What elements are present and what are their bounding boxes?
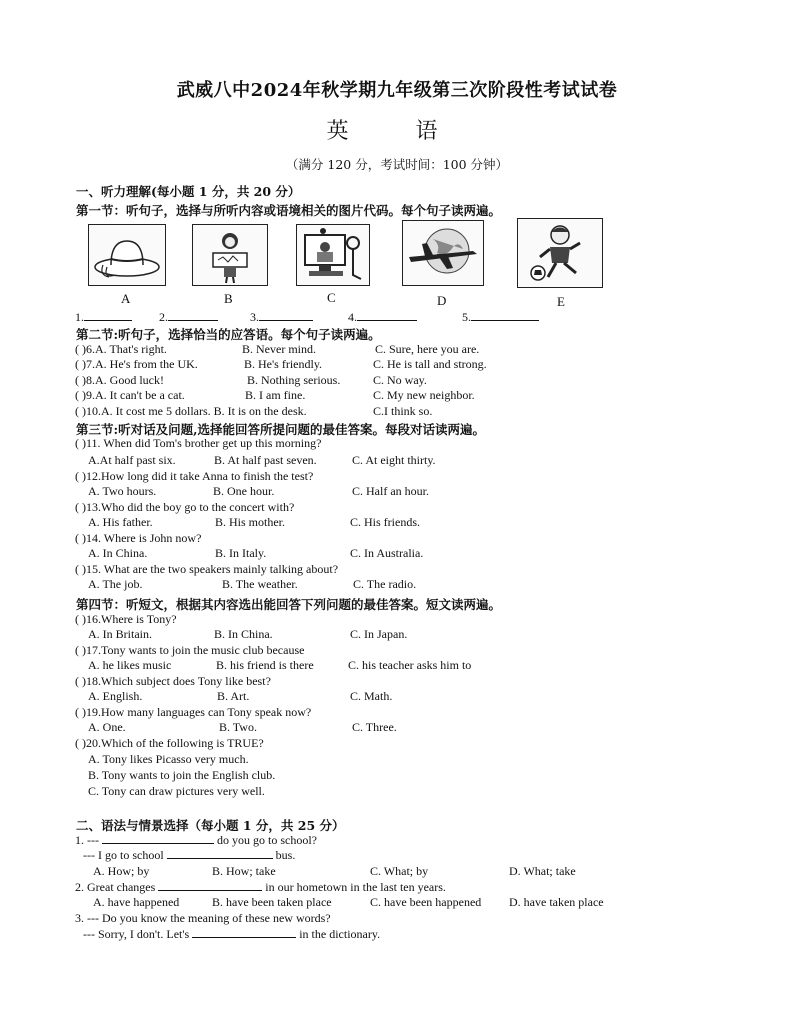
subject-title: 英 语 <box>326 119 468 144</box>
blank[interactable] <box>167 858 273 859</box>
option-7c: C. He is tall and strong. <box>373 357 487 371</box>
question-16: ( )16.Where is Tony? <box>75 612 177 626</box>
option-20b: B. Tony wants to join the English club. <box>88 768 276 782</box>
question-8: ( )8.A. Good luck! <box>75 373 164 387</box>
option-10c: C.I think so. <box>373 404 433 418</box>
option-16c: C. In Japan. <box>350 627 408 641</box>
section1-instruction: 第一节：听句子，选择与所听内容或语境相关的图片代码。每个句子读两遍。 <box>76 203 502 218</box>
option-12b: B. One hour. <box>213 484 275 498</box>
option-14c: C. In Australia. <box>350 546 424 560</box>
part1-heading: 一、听力理解(每小题 1 分，共 20 分） <box>76 184 301 199</box>
option-12c: C. Half an hour. <box>352 484 429 498</box>
girl-sign-icon <box>192 224 268 286</box>
option-11c: C. At eight thirty. <box>352 453 436 467</box>
exam-note: （满分 120 分，考试时间：100 分钟） <box>285 157 509 172</box>
option-11b: B. At half past seven. <box>214 453 317 467</box>
p2-option-2d: D. have taken place <box>509 895 604 909</box>
answer-blank-5[interactable]: 5. <box>462 310 539 325</box>
pic-label-d: D <box>437 293 447 308</box>
option-9c: C. My new neighbor. <box>373 388 475 402</box>
option-12a: A. Two hours. <box>88 484 157 498</box>
section2-instruction: 第二节:听句子，选择恰当的应答语。每个句子读两遍。 <box>76 327 381 342</box>
p2-option-1c: C. What; by <box>370 864 429 878</box>
section4-instruction: 第四节：听短文，根据其内容选出能回答下列问题的最佳答案。短文读两遍。 <box>76 597 502 612</box>
p2-question-1-line1: 1. --- do you go to school? <box>75 833 317 847</box>
pic-label-a: A <box>121 291 131 306</box>
question-13: ( )13.Who did the boy go to the concert with? <box>75 500 295 514</box>
p2-option-1d: D. What; take <box>509 864 576 878</box>
option-13b: B. His mother. <box>215 515 286 529</box>
option-7b: B. He's friendly. <box>244 357 323 371</box>
p2-option-1a: A. How; by <box>93 864 150 878</box>
pic-label-e: E <box>557 294 565 309</box>
option-9b: B. I am fine. <box>245 388 306 402</box>
p2-question-3-line1: 3. --- Do you know the meaning of these new words? <box>75 911 331 925</box>
option-6c: C. Sure, here you are. <box>375 342 480 356</box>
option-14b: B. In Italy. <box>215 546 267 560</box>
option-11a: A.At half past six. <box>88 453 176 467</box>
p2-option-2b: B. have been taken place <box>212 895 332 909</box>
question-9: ( )9.A. It can't be a cat. <box>75 388 185 402</box>
p2-question-1-line2: --- I go to school bus. <box>83 848 296 862</box>
question-17: ( )17.Tony wants to join the music club because <box>75 643 305 657</box>
answer-blank-2[interactable]: 2. <box>159 310 218 325</box>
boy-soccer-icon <box>517 218 603 288</box>
option-16a: A. In Britain. <box>88 627 152 641</box>
question-6: ( )6.A. That's right. <box>75 342 167 356</box>
option-8c: C. No way. <box>373 373 427 387</box>
option-16b: B. In China. <box>214 627 273 641</box>
option-15a: A. The job. <box>88 577 143 591</box>
answer-blank-1[interactable]: 1. <box>75 310 132 325</box>
option-18a: A. English. <box>88 689 143 703</box>
section3-instruction: 第三节:听对话及问题,选择能回答所提问题的最佳答案。每段对话读两遍。 <box>76 422 485 437</box>
option-13a: A. His father. <box>88 515 153 529</box>
pic-label-b: B <box>224 291 233 306</box>
option-15b: B. The weather. <box>222 577 298 591</box>
option-20a: A. Tony likes Picasso very much. <box>88 752 249 766</box>
option-18b: B. Art. <box>217 689 250 703</box>
airplane-globe-icon <box>402 220 484 286</box>
p2-option-2c: C. have been happened <box>370 895 482 909</box>
question-14: ( )14. Where is John now? <box>75 531 202 545</box>
computer-teacher-icon <box>296 224 370 286</box>
pic-label-c: C <box>327 290 336 305</box>
p2-option-2a: A. have happened <box>93 895 180 909</box>
blank[interactable] <box>192 937 296 938</box>
p2-question-2: 2. Great changes in our hometown in the last ten years. <box>75 880 446 894</box>
hat-icon <box>88 224 166 286</box>
option-14a: A. In China. <box>88 546 148 560</box>
option-6b: B. Never mind. <box>242 342 316 356</box>
option-19b: B. Two. <box>219 720 257 734</box>
option-20c: C. Tony can draw pictures very well. <box>88 784 265 798</box>
blank[interactable] <box>158 890 262 891</box>
question-20: ( )20.Which of the following is TRUE? <box>75 736 264 750</box>
blank[interactable] <box>102 843 214 844</box>
option-17b: B. his friend is there <box>216 658 314 672</box>
question-15: ( )15. What are the two speakers mainly talking about? <box>75 562 339 576</box>
p2-question-3-line2: --- Sorry, I don't. Let's in the dictionary. <box>83 927 381 941</box>
option-13c: C. His friends. <box>350 515 420 529</box>
option-17c: C. his teacher asks him to <box>348 658 472 672</box>
exam-title: 武威八中2024年秋学期九年级第三次阶段性考试试卷 <box>176 80 618 101</box>
question-7: ( )7.A. He's from the UK. <box>75 357 198 371</box>
option-19a: A. One. <box>88 720 126 734</box>
option-19c: C. Three. <box>352 720 397 734</box>
question-10: ( )10.A. It cost me 5 dollars. B. It is on the desk. <box>75 404 307 418</box>
part2-heading: 二、语法与情景选择（每小题 1 分，共 25 分） <box>76 818 345 833</box>
question-18: ( )18.Which subject does Tony like best? <box>75 674 271 688</box>
p2-option-1b: B. How; take <box>212 864 276 878</box>
option-15c: C. The radio. <box>353 577 417 591</box>
option-18c: C. Math. <box>350 689 393 703</box>
option-17a: A. he likes music <box>88 658 172 672</box>
question-12: ( )12.How long did it take Anna to finish the test? <box>75 469 314 483</box>
question-11: ( )11. When did Tom's brother get up this morning? <box>75 436 322 450</box>
option-8b: B. Nothing serious. <box>247 373 341 387</box>
question-19: ( )19.How many languages can Tony speak now? <box>75 705 312 719</box>
answer-blank-3[interactable]: 3. <box>250 310 313 325</box>
answer-blank-4[interactable]: 4. <box>348 310 417 325</box>
